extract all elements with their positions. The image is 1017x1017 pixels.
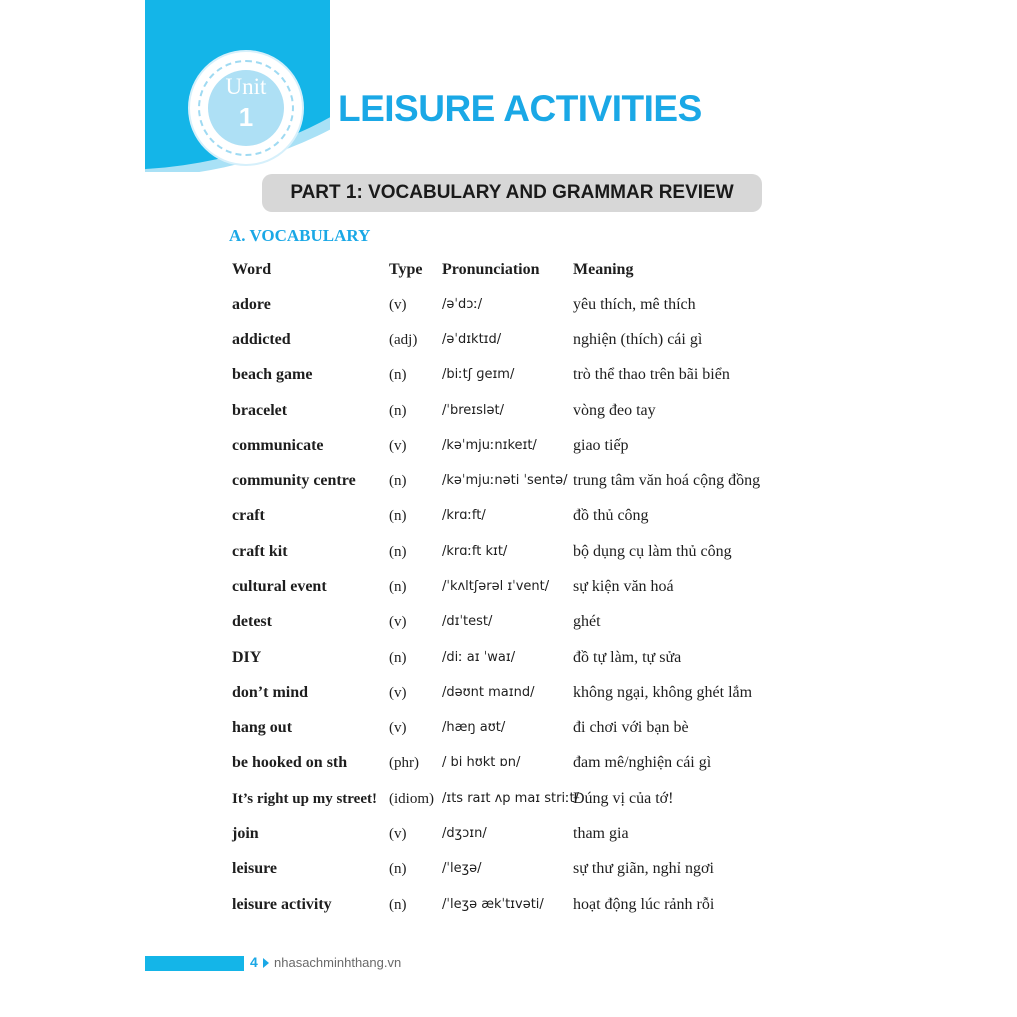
- table-row: [232, 644, 792, 672]
- word: communicate: [232, 437, 324, 454]
- meaning: Đúng vị của tớ!: [573, 790, 674, 807]
- word-type: (adj): [389, 332, 418, 348]
- pronunciation: /ˈbreɪslət/: [442, 403, 504, 418]
- word: adore: [232, 296, 271, 313]
- pronunciation: /diː aɪ ˈwaɪ/: [442, 650, 516, 665]
- pronunciation: /ˈleʒə ækˈtɪvəti/: [442, 897, 544, 912]
- word: DIY: [232, 649, 262, 666]
- pronunciation: /krɑːft kɪt/: [442, 544, 508, 559]
- pronunciation: /krɑːft/: [442, 508, 486, 523]
- meaning: bộ dụng cụ làm thủ công: [573, 543, 732, 560]
- pronunciation: /ˈleʒə/: [442, 861, 482, 876]
- meaning: sự thư giãn, nghỉ ngơi: [573, 860, 714, 877]
- column-header-meaning: Meaning: [573, 261, 634, 278]
- unit-number: 1: [238, 102, 254, 132]
- word: hang out: [232, 719, 293, 736]
- meaning: tham gia: [573, 825, 629, 842]
- word-type: (n): [389, 508, 407, 524]
- column-header-type: Type: [389, 261, 423, 278]
- meaning: đi chơi với bạn bè: [573, 719, 689, 736]
- word: craft: [232, 507, 265, 524]
- pronunciation: /dɪˈtest/: [442, 614, 493, 629]
- word-type: (v): [389, 685, 407, 701]
- table-row: [232, 820, 792, 848]
- word: don’t mind: [232, 684, 309, 701]
- table-row: [232, 361, 792, 389]
- pronunciation: /ɪts raɪt ʌp maɪ striːt/: [442, 791, 579, 806]
- pronunciation: /hæŋ aʊt/: [442, 720, 506, 735]
- word-type: (v): [389, 826, 407, 842]
- section-heading: A. VOCABULARY: [229, 226, 371, 245]
- meaning: nghiện (thích) cái gì: [573, 331, 703, 348]
- table-row: [232, 326, 792, 354]
- meaning: không ngại, không ghét lắm: [573, 684, 753, 701]
- meaning: sự kiện văn hoá: [573, 578, 674, 595]
- table-row: [232, 502, 792, 530]
- word-type: (n): [389, 897, 407, 913]
- word-type: (v): [389, 438, 407, 454]
- unit-label: Unit: [225, 74, 267, 99]
- word: cultural event: [232, 578, 327, 595]
- word: leisure: [232, 860, 278, 877]
- word-type: (v): [389, 720, 407, 736]
- meaning: trung tâm văn hoá cộng đồng: [573, 472, 761, 489]
- pronunciation: / bi hʊkt ɒn/: [442, 755, 521, 770]
- word-type: (n): [389, 544, 407, 560]
- table-row: [232, 573, 792, 601]
- meaning: đồ thủ công: [573, 507, 649, 524]
- word: detest: [232, 613, 272, 630]
- column-header-word: Word: [232, 261, 272, 278]
- pronunciation: /biːtʃ ɡeɪm/: [442, 367, 515, 382]
- table-row: [232, 785, 792, 813]
- page-title: LEISURE ACTIVITIES: [338, 88, 702, 129]
- word: bracelet: [232, 402, 288, 419]
- table-row: [232, 679, 792, 707]
- pronunciation: /əˈdɪktɪd/: [442, 332, 502, 347]
- word: beach game: [232, 366, 313, 383]
- word-type: (n): [389, 403, 407, 419]
- table-row: [232, 397, 792, 425]
- pronunciation: /kəˈmjuːnəti ˈsentə/: [442, 473, 568, 488]
- word: leisure activity: [232, 896, 332, 913]
- meaning: yêu thích, mê thích: [573, 296, 696, 313]
- word-type: (v): [389, 614, 407, 630]
- word-type: (v): [389, 297, 407, 313]
- table-row: [232, 749, 792, 777]
- word: addicted: [232, 331, 291, 348]
- pronunciation: /ˈkʌltʃərəl ɪˈvent/: [442, 579, 550, 594]
- table-row: [232, 714, 792, 742]
- unit-badge: [190, 52, 302, 164]
- footer-bar: [145, 956, 244, 971]
- word-type: (idiom): [389, 791, 434, 807]
- meaning: đam mê/nghiện cái gì: [573, 754, 712, 771]
- table-row: [232, 291, 792, 319]
- pronunciation: /kəˈmjuːnɪkeɪt/: [442, 438, 537, 453]
- meaning: trò thể thao trên bãi biển: [573, 366, 730, 383]
- table-row: [232, 891, 792, 919]
- column-header-pronunciation: Pronunciation: [442, 261, 540, 278]
- pronunciation: /əˈdɔː/: [442, 297, 483, 312]
- meaning: giao tiếp: [573, 437, 629, 454]
- table-row: [232, 855, 792, 883]
- table-row: [232, 538, 792, 566]
- word-type: (n): [389, 473, 407, 489]
- meaning: ghét: [573, 613, 601, 630]
- meaning: hoạt động lúc rảnh rỗi: [573, 896, 715, 913]
- table-row: [232, 608, 792, 636]
- word: craft kit: [232, 543, 288, 560]
- part-banner: PART 1: VOCABULARY AND GRAMMAR REVIEW: [262, 174, 762, 212]
- page-number: 4: [250, 954, 258, 970]
- footer-website: nhasachminhthang.vn: [274, 955, 402, 970]
- pronunciation: /dəʊnt maɪnd/: [442, 685, 535, 700]
- page-arrow-icon: [263, 958, 269, 968]
- table-row: [232, 467, 792, 495]
- word-type: (n): [389, 367, 407, 383]
- table-row: [232, 432, 792, 460]
- word: join: [232, 825, 259, 842]
- meaning: đồ tự làm, tự sửa: [573, 649, 682, 666]
- word: It’s right up my street!: [232, 791, 377, 807]
- pronunciation: /dʒɔɪn/: [442, 826, 487, 841]
- word-type: (phr): [389, 755, 419, 771]
- meaning: vòng đeo tay: [573, 402, 656, 419]
- word-type: (n): [389, 579, 407, 595]
- word: community centre: [232, 472, 356, 489]
- word: be hooked on sth: [232, 754, 348, 771]
- table-header: [232, 256, 792, 284]
- word-type: (n): [389, 650, 407, 666]
- word-type: (n): [389, 861, 407, 877]
